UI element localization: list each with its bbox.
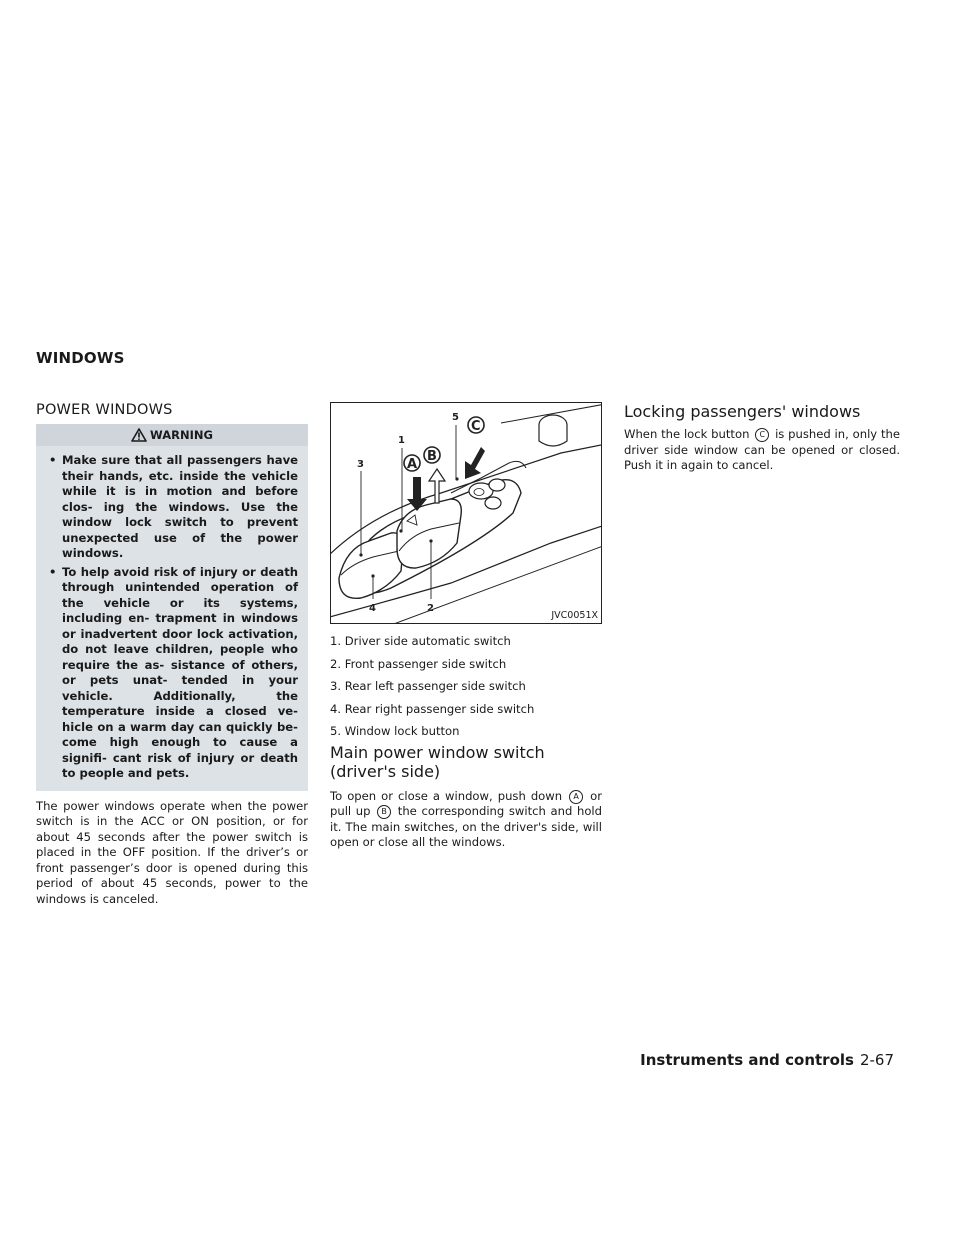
main-switch-heading [330, 743, 602, 781]
legend-item: 4. Rear right passenger side switch [330, 701, 535, 716]
main-switch-text-2: or pull up [330, 788, 603, 819]
power-windows-heading: POWER WINDOWS [36, 402, 173, 418]
warning-box [36, 424, 308, 791]
warning-item [46, 453, 298, 562]
callout-1: 1 [398, 435, 405, 446]
locking-column [624, 402, 900, 474]
badge-b: B [377, 805, 391, 819]
warning-item-text: Make sure that all passengers have their hands, etc. inside the vehicle while it is in motion and before clos- ing the windows. Use the window lock switch to prevent unexpected use of the power windows. [62, 453, 298, 560]
warning-label: WARNING [150, 428, 213, 442]
power-windows-body: The power windows operate when the power switch is in the ACC or ON position, or for about 45 seconds after the power switch is placed in the OFF position. If the driver’s or front passenger’s door is opened during this period of about 45 seconds, power to the windows is canceled. [36, 798, 308, 906]
bullet-icon: • [49, 564, 57, 579]
svg-text:B: B [427, 449, 437, 464]
figure-code: JVC0051X [551, 610, 598, 621]
warning-body [36, 446, 308, 791]
badge-a: A [569, 790, 583, 804]
warning-triangle-icon [131, 428, 147, 442]
warning-item [46, 565, 298, 782]
window-switch-figure [330, 402, 602, 624]
power-windows-column [36, 402, 308, 907]
locking-body [624, 427, 900, 474]
legend-item: 1. Driver side automatic switch [330, 634, 511, 648]
callout-3: 3 [357, 459, 364, 470]
main-switch-heading-line1: Main power window switch [330, 742, 545, 762]
callout-4: 4 [369, 603, 376, 614]
svg-text:C: C [471, 419, 481, 434]
figure-legend [330, 634, 602, 739]
legend-item: 3. Rear left passenger side switch [330, 679, 526, 694]
badge-c: C [755, 428, 769, 442]
footer-chapter: Instruments and controls [640, 1051, 854, 1069]
main-switch-heading-line2: (driver's side) [330, 761, 441, 781]
svg-text:A: A [407, 457, 418, 472]
legend-item: 2. Front passenger side switch [330, 656, 507, 671]
locking-text-1: When the lock button [624, 427, 750, 441]
footer-page-number: 2-67 [859, 1051, 894, 1069]
section-title: WINDOWS [36, 349, 125, 367]
callout-c-marker [468, 417, 484, 434]
locking-heading: Locking passengers' windows [624, 402, 861, 421]
page-footer [640, 1051, 894, 1069]
callout-a-marker [404, 455, 420, 472]
bullet-icon: • [49, 453, 57, 467]
callout-5: 5 [452, 412, 459, 423]
warning-header [36, 424, 308, 446]
callout-b-marker [424, 447, 440, 464]
window-switch-illustration [331, 403, 602, 624]
main-switch-text-3: the corresponding switch and hold it. The main switches, on the driver's side, will open or close all the windows. [330, 804, 603, 850]
warning-item-text: To help avoid risk of injury or death through unintended operation of the vehicle or its systems, including en- trapment in windows or inadvertent door lock activation, do not leave children, people who require the as- sistance of others, or pets unat- tended in your vehicle. Additionally, the temperature inside a closed ve- hicle on a warm day can quickly be- come high enough to cause a signifi- cant risk of injury or death to people and pets. [62, 564, 298, 780]
main-switch-body [330, 789, 602, 851]
legend-item: 5. Window lock button [330, 724, 460, 739]
callout-2: 2 [427, 603, 434, 614]
locking-text-2: is pushed in, only the driver side window can be opened or closed. Push it in again to cancel. [624, 427, 901, 472]
main-switch-text-1: To open or close a window, push down [330, 788, 563, 803]
figure-column [330, 402, 602, 851]
